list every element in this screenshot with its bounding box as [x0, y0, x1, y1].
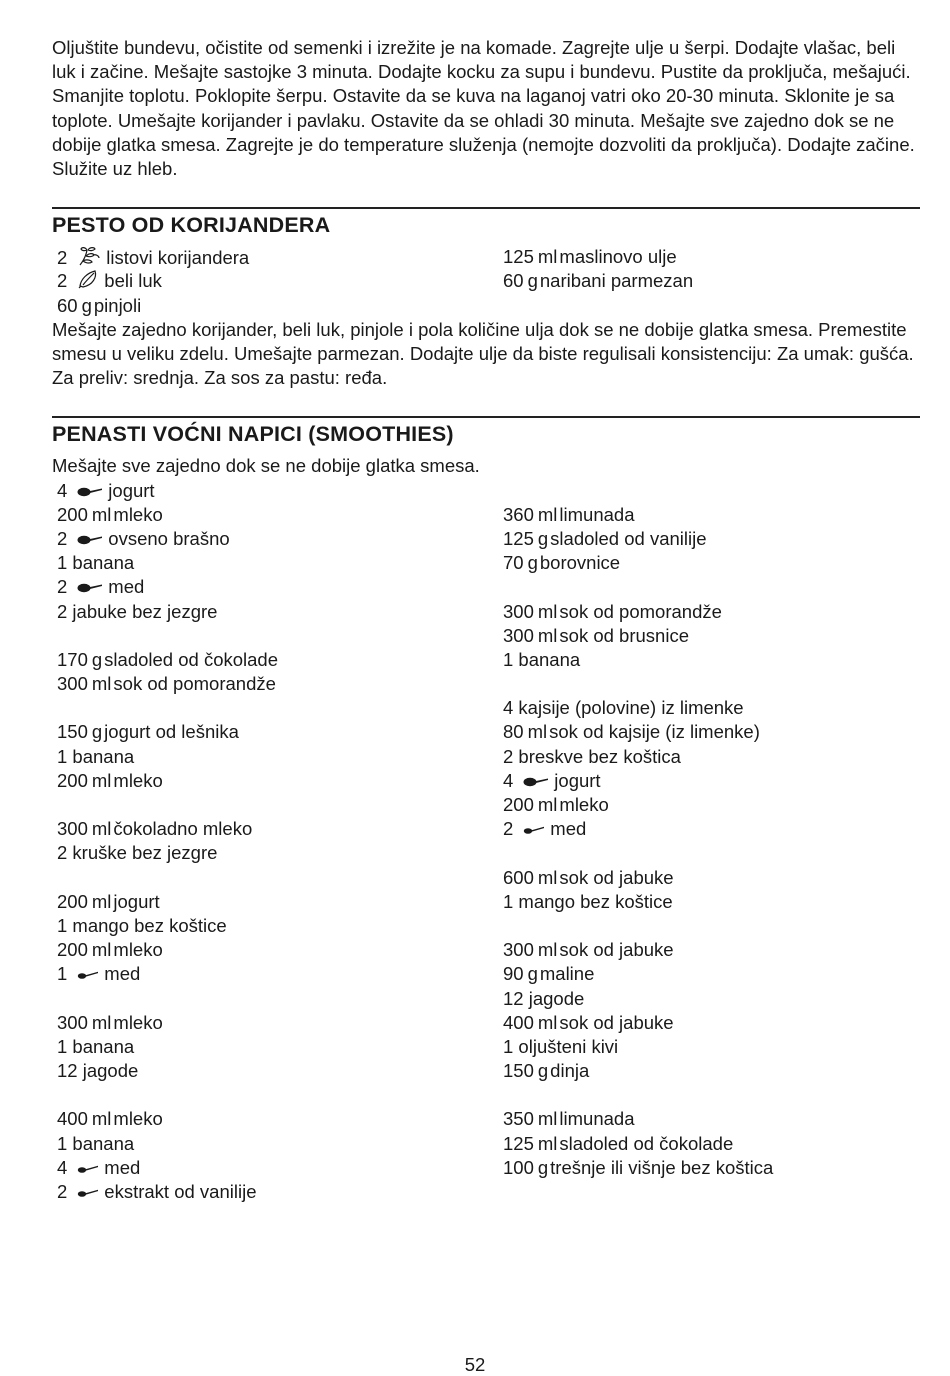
ingredient-name: med — [104, 1156, 141, 1178]
ingredient-line — [498, 269, 920, 293]
section-divider — [52, 207, 920, 209]
ingredient-quantity: 400 — [57, 1108, 88, 1130]
pesto-method-paragraph: Mešajte zajedno korijander, beli luk, pinjole i pola količine ulja dok se ne dobije glatka smesa. Premestite smesu u veliku zdelu. Umešajte parmezan. Dodajte ulje da biste regulisali konsistenciju: Za umak: gušća. Za preliv: srednja. Za sos za pastu: ređa. — [52, 318, 914, 389]
ingredient-name: sok od pomorandže — [113, 673, 276, 695]
blank-line — [498, 841, 920, 865]
blank-line — [52, 624, 498, 648]
ingredient-line — [498, 1107, 920, 1131]
ingredient-unit: ml — [537, 939, 558, 961]
smoothies-ingredients-right — [498, 479, 920, 1205]
pesto-section — [52, 207, 920, 390]
ingredient-name: mleko — [113, 769, 163, 791]
page-number: 52 — [464, 1354, 486, 1375]
ingredient-name: sladoled od čokolade — [104, 648, 278, 670]
ingredient-unit: g — [527, 963, 538, 985]
ingredient-quantity: 200 — [57, 890, 88, 912]
ingredient-line — [52, 479, 498, 503]
ingredient-unit: ml — [91, 939, 112, 961]
blank-line — [52, 987, 498, 1011]
ingredient-line — [52, 294, 498, 318]
ingredient-unit: g — [81, 294, 92, 316]
ingredient-name: 4 kajsije (polovine) iz limenke — [503, 697, 744, 719]
ingredient-unit: ml — [537, 503, 558, 525]
ingredient-name: 12 jagode — [503, 987, 585, 1009]
ingredient-line — [498, 720, 920, 744]
ingredient-name: 1 mango bez koštice — [503, 890, 673, 912]
ingredient-name: listovi korijandera — [106, 247, 250, 269]
ingredient-name: sok od jabuke — [559, 939, 674, 961]
ingredient-unit: ml — [537, 794, 558, 816]
ingredient-line — [52, 245, 498, 269]
ingredient-line — [52, 1107, 498, 1131]
ingredient-name: 2 kruške bez jezgre — [57, 842, 218, 864]
ingredient-line — [498, 769, 920, 793]
ingredient-quantity: 100 — [503, 1156, 534, 1178]
ingredient-name: maline — [539, 963, 595, 985]
ingredient-name: pinjoli — [93, 294, 142, 316]
ingredient-line — [498, 1011, 920, 1035]
ingredient-name: mleko — [113, 503, 163, 525]
blank-line — [498, 672, 920, 696]
smoothies-intro: Mešajte sve zajedno dok se ne dobije glatka smesa. — [52, 455, 480, 477]
ingredient-quantity: 400 — [503, 1011, 534, 1033]
ingredient-unit: ml — [91, 890, 112, 912]
ingredient-name: ekstrakt od vanilije — [104, 1181, 257, 1203]
ingredient-line — [498, 1059, 920, 1083]
ingredient-name: 2 breskve bez koštica — [503, 745, 681, 767]
ingredient-name: mleko — [113, 1108, 163, 1130]
ingredient-name: čokoladno mleko — [113, 818, 253, 840]
tablespoon-icon — [523, 770, 549, 794]
pesto-ingredients-left — [52, 245, 498, 318]
ingredient-name: beli luk — [104, 270, 162, 292]
ingredient-line — [52, 1180, 498, 1204]
blank-line — [498, 914, 920, 938]
ingredient-unit: g — [537, 1156, 549, 1178]
ingredient-name: naribani parmezan — [539, 270, 694, 292]
ingredient-line — [498, 938, 920, 962]
ingredient-quantity: 4 — [57, 1156, 68, 1178]
ingredient-name: 12 jagode — [57, 1060, 139, 1082]
ingredient-name: sladoled od vanilije — [550, 527, 707, 549]
ingredient-unit: ml — [91, 1011, 112, 1033]
ingredient-line — [52, 672, 498, 696]
ingredient-name: borovnice — [539, 552, 621, 574]
ingredient-name: sok od pomorandže — [559, 600, 722, 622]
ingredient-name: maslinovo ulje — [559, 246, 677, 268]
blank-line — [498, 575, 920, 599]
ingredient-quantity: 70 — [503, 552, 524, 574]
ingredient-line — [498, 793, 920, 817]
ingredient-unit: ml — [91, 673, 112, 695]
ingredient-name: 1 banana — [57, 552, 135, 574]
ingredient-line — [52, 503, 498, 527]
ingredient-unit: g — [527, 552, 538, 574]
ingredient-quantity: 1 — [57, 963, 68, 985]
ingredient-line — [498, 245, 920, 269]
ingredient-quantity: 300 — [57, 818, 88, 840]
ingredient-name: med — [550, 818, 587, 840]
ingredient-line — [52, 1011, 498, 1035]
ingredient-quantity: 200 — [57, 939, 88, 961]
ingredient-line — [52, 769, 498, 793]
ingredient-line — [52, 648, 498, 672]
ingredient-line — [52, 575, 498, 599]
ingredient-line — [498, 648, 920, 672]
smoothies-ingredients-left — [52, 479, 498, 1205]
ingredient-line — [52, 890, 498, 914]
ingredient-quantity: 2 — [503, 818, 514, 840]
ingredient-unit: g — [91, 648, 103, 670]
ingredient-line — [52, 720, 498, 744]
ingredient-quantity: 2 — [57, 576, 68, 598]
ingredient-line — [52, 841, 498, 865]
recipe-page — [52, 36, 920, 1204]
ingredient-name: ovseno brašno — [108, 527, 230, 549]
ingredient-quantity: 300 — [503, 600, 534, 622]
soup-method-paragraph: Oljuštite bundevu, očistite od semenki i izrežite je na komade. Zagrejte ulje u šerpi. Dodajte vlašac, beli luk i začine. Mešajte sastojke 3 minuta. Dodajte kocku za supu i bundevu. Pustite da proključa, mešajući. Smanjite toplotu. Poklopite šerpu. Ostavite da se kuva na laganoj vatri oko 20-30 minuta. Sklonite je sa toplote. Umešajte korijander i pavlaku. Ostavite da se ohladi 30 minuta. Mešajte sve zajedno dok se ne dobije glatka smesa. Zagrejte je do temperature služenja (nemojte dozvoliti da proključa). Dodajte začine. Služite uz hleb. — [52, 37, 915, 180]
ingredient-quantity: 170 — [57, 648, 88, 670]
ingredient-name: med — [104, 963, 141, 985]
tablespoon-icon — [77, 576, 103, 600]
ingredient-quantity: 200 — [57, 769, 88, 791]
ingredient-unit: ml — [537, 246, 558, 268]
ingredient-line — [498, 551, 920, 575]
ingredient-name: 1 mango bez koštice — [57, 914, 227, 936]
ingredient-quantity: 2 — [57, 527, 68, 549]
blank-line — [52, 866, 498, 890]
smoothies-title: PENASTI VOĆNI NAPICI (SMOOTHIES) — [52, 422, 454, 447]
ingredient-name: sladoled od čokolade — [559, 1132, 734, 1154]
ingredient-line — [52, 1132, 498, 1156]
ingredient-name: jogurt — [108, 479, 155, 501]
ingredient-line — [498, 600, 920, 624]
ingredient-line — [52, 1059, 498, 1083]
ingredient-quantity: 300 — [57, 673, 88, 695]
ingredient-line — [52, 527, 498, 551]
ingredient-name: sok od kajsije (iz limenke) — [549, 721, 760, 743]
tablespoon-icon — [77, 480, 103, 504]
ingredient-unit: ml — [537, 1132, 558, 1154]
pesto-ingredients — [52, 245, 920, 318]
ingredient-quantity: 125 — [503, 246, 534, 268]
ingredient-unit: ml — [537, 1108, 558, 1130]
ingredient-unit: ml — [537, 866, 558, 888]
ingredient-quantity: 60 — [57, 294, 78, 316]
pesto-title: PESTO OD KORIJANDERA — [52, 213, 331, 238]
ingredient-quantity: 125 — [503, 527, 534, 549]
garlic-clove-icon — [77, 269, 99, 295]
ingredient-unit: ml — [537, 600, 558, 622]
ingredient-name: sok od jabuke — [559, 1011, 674, 1033]
ingredient-quantity: 2 — [57, 247, 68, 269]
ingredient-name: 2 jabuke bez jezgre — [57, 600, 218, 622]
ingredient-line — [498, 817, 920, 841]
ingredient-quantity: 200 — [57, 503, 88, 525]
ingredient-quantity: 2 — [57, 270, 68, 292]
smoothies-section — [52, 416, 920, 1204]
ingredient-line — [498, 696, 920, 720]
ingredient-name: mleko — [559, 794, 609, 816]
ingredient-name: 1 oljušteni kivi — [503, 1035, 619, 1057]
teaspoon-icon — [77, 963, 99, 987]
blank-line — [498, 1083, 920, 1107]
ingredient-name: 1 banana — [57, 1132, 135, 1154]
teaspoon-icon — [77, 1157, 99, 1181]
ingredient-line — [498, 866, 920, 890]
ingredient-name: 1 banana — [503, 648, 581, 670]
ingredient-line — [52, 938, 498, 962]
ingredient-quantity: 150 — [503, 1060, 534, 1082]
smoothies-ingredients — [52, 479, 920, 1205]
ingredient-name: med — [108, 576, 145, 598]
ingredient-quantity: 4 — [503, 769, 514, 791]
ingredient-line — [52, 1035, 498, 1059]
ingredient-name: sok od jabuke — [559, 866, 674, 888]
ingredient-unit: ml — [91, 503, 112, 525]
ingredient-line — [52, 600, 498, 624]
ingredient-quantity: 90 — [503, 963, 524, 985]
ingredient-line — [52, 962, 498, 986]
ingredient-quantity: 125 — [503, 1132, 534, 1154]
ingredient-line — [498, 987, 920, 1011]
ingredient-quantity: 200 — [503, 794, 534, 816]
ingredient-quantity: 300 — [503, 939, 534, 961]
blank-line — [498, 479, 920, 503]
ingredient-quantity: 60 — [503, 270, 524, 292]
blank-line — [52, 793, 498, 817]
ingredient-line — [498, 1156, 920, 1180]
ingredient-line — [52, 745, 498, 769]
ingredient-name: 1 banana — [57, 745, 135, 767]
pesto-ingredients-right — [498, 245, 920, 318]
ingredient-line — [52, 269, 498, 293]
section-divider — [52, 416, 920, 418]
ingredient-line — [498, 962, 920, 986]
ingredient-quantity: 2 — [57, 1181, 68, 1203]
ingredient-unit: g — [537, 527, 549, 549]
ingredient-unit: ml — [537, 624, 558, 646]
blank-line — [52, 696, 498, 720]
ingredient-name: trešnje ili višnje bez koštica — [550, 1156, 774, 1178]
ingredient-unit: g — [527, 270, 538, 292]
ingredient-line — [498, 527, 920, 551]
ingredient-line — [52, 1156, 498, 1180]
ingredient-unit: ml — [91, 818, 112, 840]
ingredient-quantity: 350 — [503, 1108, 534, 1130]
ingredient-line — [498, 745, 920, 769]
ingredient-unit: g — [537, 1060, 549, 1082]
ingredient-name: jogurt od lešnika — [104, 721, 239, 743]
ingredient-name: 1 banana — [57, 1035, 135, 1057]
ingredient-unit: ml — [527, 721, 548, 743]
ingredient-name: limunada — [559, 1108, 635, 1130]
ingredient-name: mleko — [113, 1011, 163, 1033]
ingredient-line — [498, 890, 920, 914]
teaspoon-icon — [77, 1181, 99, 1205]
ingredient-line — [52, 551, 498, 575]
ingredient-line — [498, 503, 920, 527]
ingredient-unit: ml — [91, 1108, 112, 1130]
ingredient-name: mleko — [113, 939, 163, 961]
ingredient-unit: g — [91, 721, 103, 743]
ingredient-quantity: 80 — [503, 721, 524, 743]
ingredient-unit: ml — [91, 769, 112, 791]
ingredient-name: jogurt — [113, 890, 160, 912]
ingredient-name: sok od brusnice — [559, 624, 689, 646]
ingredient-line — [498, 1035, 920, 1059]
ingredient-quantity: 4 — [57, 479, 68, 501]
ingredient-line — [498, 624, 920, 648]
teaspoon-icon — [523, 818, 545, 842]
ingredient-line — [52, 817, 498, 841]
blank-line — [52, 1083, 498, 1107]
ingredient-quantity: 300 — [503, 624, 534, 646]
ingredient-quantity: 300 — [57, 1011, 88, 1033]
ingredient-name: limunada — [559, 503, 635, 525]
ingredient-quantity: 360 — [503, 503, 534, 525]
ingredient-line — [52, 914, 498, 938]
tablespoon-icon — [77, 528, 103, 552]
ingredient-name: jogurt — [554, 769, 601, 791]
ingredient-unit: ml — [537, 1011, 558, 1033]
ingredient-name: dinja — [550, 1060, 590, 1082]
ingredient-quantity: 600 — [503, 866, 534, 888]
ingredient-line — [498, 1132, 920, 1156]
ingredient-quantity: 150 — [57, 721, 88, 743]
